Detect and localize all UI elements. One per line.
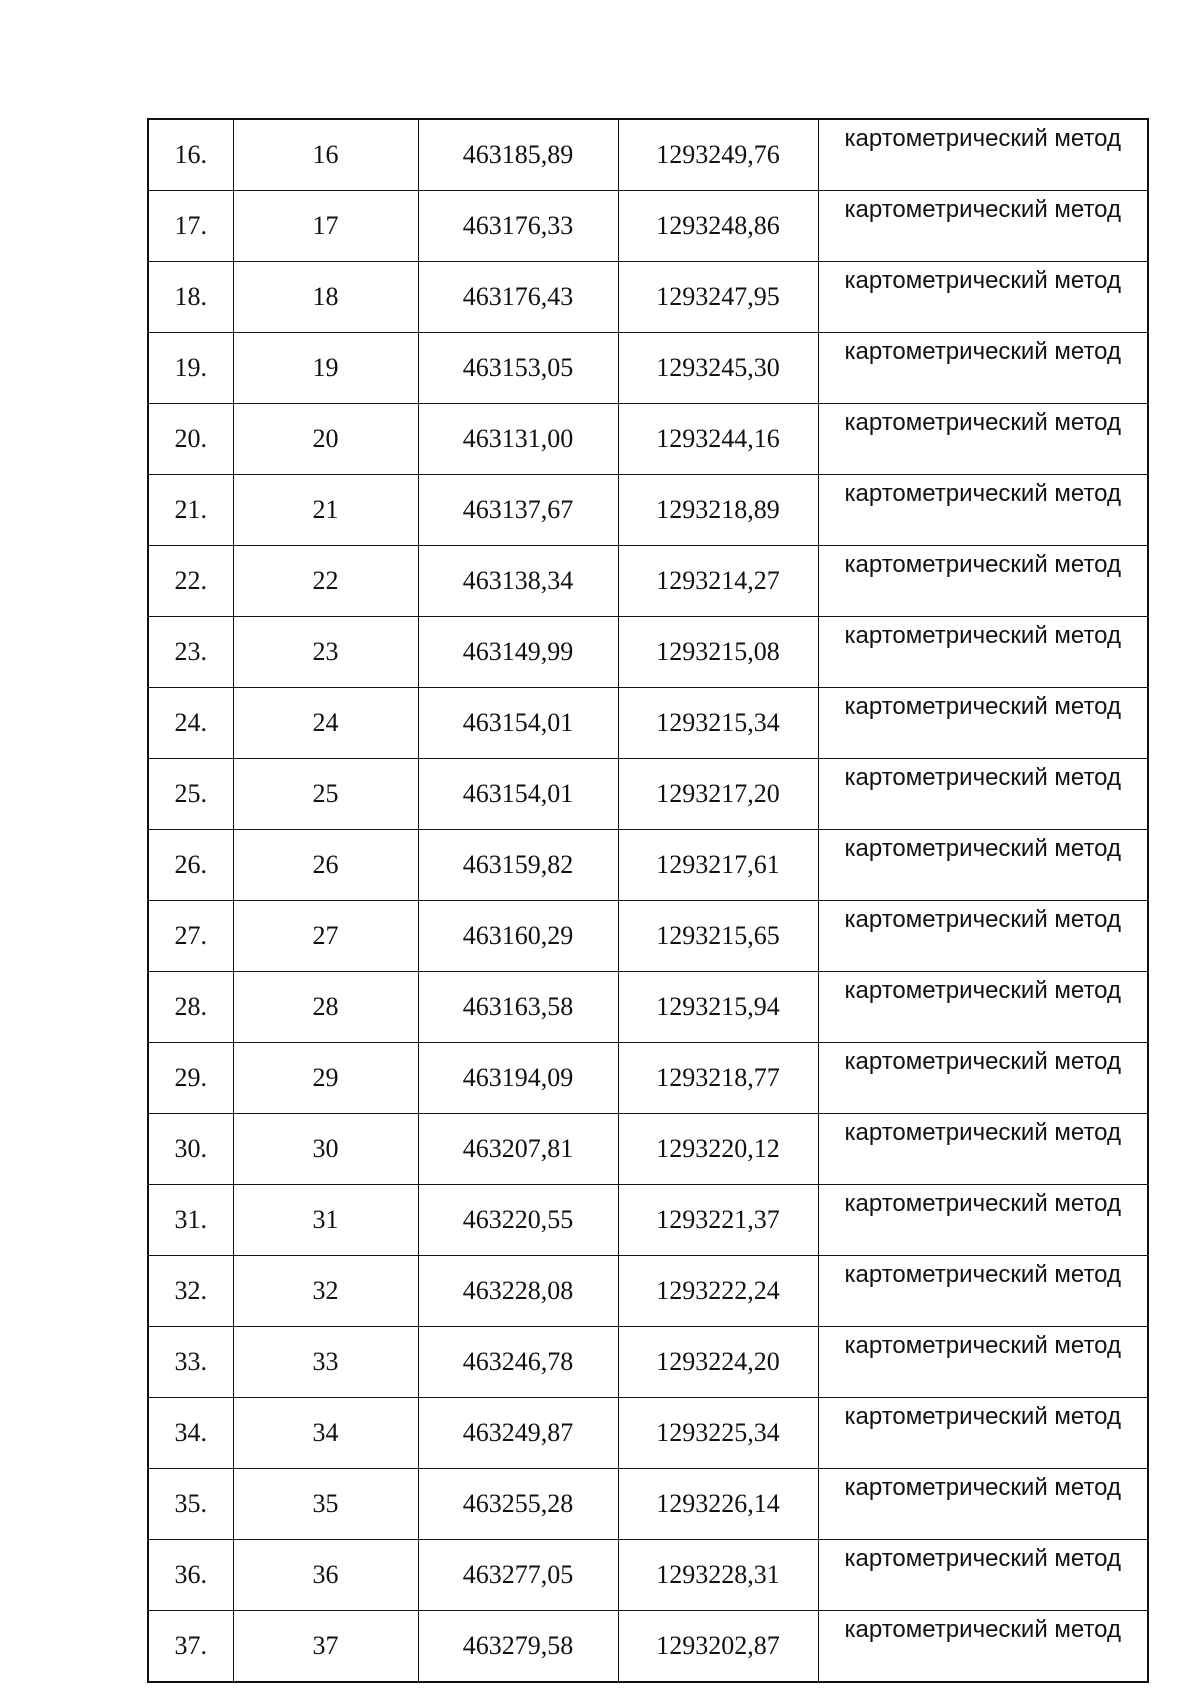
point-id-cell: 32 — [233, 1256, 418, 1327]
table-row — [148, 1256, 1148, 1327]
x-coordinate-cell: 463277,05 — [418, 1540, 618, 1611]
y-coordinate-cell: 1293218,89 — [618, 475, 818, 546]
table-row — [148, 119, 1148, 191]
y-coordinate-cell: 1293224,20 — [618, 1327, 818, 1398]
table-row — [148, 1114, 1148, 1185]
y-coordinate-cell: 1293220,12 — [618, 1114, 818, 1185]
table-row — [148, 191, 1148, 262]
row-number-cell: 31. — [148, 1185, 233, 1256]
y-coordinate-cell: 1293225,34 — [618, 1398, 818, 1469]
y-coordinate-cell: 1293215,94 — [618, 972, 818, 1043]
y-coordinate-cell: 1293244,16 — [618, 404, 818, 475]
table-row — [148, 262, 1148, 333]
x-coordinate-cell: 463246,78 — [418, 1327, 618, 1398]
table-row — [148, 1043, 1148, 1114]
method-cell: картометрический метод — [818, 1611, 1148, 1683]
y-coordinate-cell: 1293226,14 — [618, 1469, 818, 1540]
row-number-cell: 34. — [148, 1398, 233, 1469]
x-coordinate-cell: 463194,09 — [418, 1043, 618, 1114]
y-coordinate-cell: 1293245,30 — [618, 333, 818, 404]
row-number-cell: 37. — [148, 1611, 233, 1683]
point-id-cell: 26 — [233, 830, 418, 901]
method-cell: картометрический метод — [818, 1398, 1148, 1469]
table-row — [148, 1611, 1148, 1683]
x-coordinate-cell: 463185,89 — [418, 119, 618, 191]
x-coordinate-cell: 463176,43 — [418, 262, 618, 333]
x-coordinate-cell: 463279,58 — [418, 1611, 618, 1683]
method-cell: картометрический метод — [818, 404, 1148, 475]
row-number-cell: 25. — [148, 759, 233, 830]
coordinates-table — [147, 118, 1149, 1683]
table-row — [148, 617, 1148, 688]
row-number-cell: 20. — [148, 404, 233, 475]
y-coordinate-cell: 1293247,95 — [618, 262, 818, 333]
x-coordinate-cell: 463154,01 — [418, 688, 618, 759]
table-row — [148, 404, 1148, 475]
y-coordinate-cell: 1293228,31 — [618, 1540, 818, 1611]
x-coordinate-cell: 463163,58 — [418, 972, 618, 1043]
method-cell: картометрический метод — [818, 262, 1148, 333]
y-coordinate-cell: 1293218,77 — [618, 1043, 818, 1114]
row-number-cell: 30. — [148, 1114, 233, 1185]
point-id-cell: 33 — [233, 1327, 418, 1398]
row-number-cell: 22. — [148, 546, 233, 617]
x-coordinate-cell: 463220,55 — [418, 1185, 618, 1256]
table-row — [148, 972, 1148, 1043]
x-coordinate-cell: 463149,99 — [418, 617, 618, 688]
row-number-cell: 26. — [148, 830, 233, 901]
y-coordinate-cell: 1293215,34 — [618, 688, 818, 759]
row-number-cell: 19. — [148, 333, 233, 404]
table-row — [148, 1327, 1148, 1398]
point-id-cell: 19 — [233, 333, 418, 404]
y-coordinate-cell: 1293214,27 — [618, 546, 818, 617]
point-id-cell: 34 — [233, 1398, 418, 1469]
method-cell: картометрический метод — [818, 1043, 1148, 1114]
y-coordinate-cell: 1293217,61 — [618, 830, 818, 901]
y-coordinate-cell: 1293248,86 — [618, 191, 818, 262]
table-row — [148, 1398, 1148, 1469]
method-cell: картометрический метод — [818, 759, 1148, 830]
point-id-cell: 31 — [233, 1185, 418, 1256]
y-coordinate-cell: 1293215,08 — [618, 617, 818, 688]
table-row — [148, 1540, 1148, 1611]
method-cell: картометрический метод — [818, 972, 1148, 1043]
point-id-cell: 24 — [233, 688, 418, 759]
x-coordinate-cell: 463159,82 — [418, 830, 618, 901]
table-row — [148, 688, 1148, 759]
point-id-cell: 37 — [233, 1611, 418, 1683]
point-id-cell: 30 — [233, 1114, 418, 1185]
point-id-cell: 22 — [233, 546, 418, 617]
table-row — [148, 901, 1148, 972]
method-cell: картометрический метод — [818, 617, 1148, 688]
row-number-cell: 29. — [148, 1043, 233, 1114]
row-number-cell: 27. — [148, 901, 233, 972]
point-id-cell: 17 — [233, 191, 418, 262]
y-coordinate-cell: 1293221,37 — [618, 1185, 818, 1256]
x-coordinate-cell: 463176,33 — [418, 191, 618, 262]
method-cell: картометрический метод — [818, 119, 1148, 191]
y-coordinate-cell: 1293249,76 — [618, 119, 818, 191]
point-id-cell: 20 — [233, 404, 418, 475]
method-cell: картометрический метод — [818, 688, 1148, 759]
y-coordinate-cell: 1293202,87 — [618, 1611, 818, 1683]
point-id-cell: 27 — [233, 901, 418, 972]
row-number-cell: 24. — [148, 688, 233, 759]
table-row — [148, 546, 1148, 617]
x-coordinate-cell: 463249,87 — [418, 1398, 618, 1469]
row-number-cell: 28. — [148, 972, 233, 1043]
row-number-cell: 16. — [148, 119, 233, 191]
method-cell: картометрический метод — [818, 1327, 1148, 1398]
y-coordinate-cell: 1293215,65 — [618, 901, 818, 972]
row-number-cell: 18. — [148, 262, 233, 333]
point-id-cell: 36 — [233, 1540, 418, 1611]
point-id-cell: 21 — [233, 475, 418, 546]
point-id-cell: 35 — [233, 1469, 418, 1540]
x-coordinate-cell: 463228,08 — [418, 1256, 618, 1327]
y-coordinate-cell: 1293217,20 — [618, 759, 818, 830]
point-id-cell: 23 — [233, 617, 418, 688]
point-id-cell: 16 — [233, 119, 418, 191]
table-row — [148, 830, 1148, 901]
x-coordinate-cell: 463207,81 — [418, 1114, 618, 1185]
method-cell: картометрический метод — [818, 1185, 1148, 1256]
x-coordinate-cell: 463154,01 — [418, 759, 618, 830]
row-number-cell: 21. — [148, 475, 233, 546]
method-cell: картометрический метод — [818, 830, 1148, 901]
method-cell: картометрический метод — [818, 901, 1148, 972]
point-id-cell: 25 — [233, 759, 418, 830]
row-number-cell: 35. — [148, 1469, 233, 1540]
row-number-cell: 32. — [148, 1256, 233, 1327]
point-id-cell: 18 — [233, 262, 418, 333]
point-id-cell: 28 — [233, 972, 418, 1043]
table-row — [148, 1185, 1148, 1256]
method-cell: картометрический метод — [818, 1540, 1148, 1611]
method-cell: картометрический метод — [818, 191, 1148, 262]
method-cell: картометрический метод — [818, 1256, 1148, 1327]
table-row — [148, 475, 1148, 546]
x-coordinate-cell: 463160,29 — [418, 901, 618, 972]
x-coordinate-cell: 463131,00 — [418, 404, 618, 475]
row-number-cell: 33. — [148, 1327, 233, 1398]
row-number-cell: 23. — [148, 617, 233, 688]
row-number-cell: 17. — [148, 191, 233, 262]
x-coordinate-cell: 463137,67 — [418, 475, 618, 546]
method-cell: картометрический метод — [818, 333, 1148, 404]
coordinates-table-body — [148, 119, 1148, 1682]
point-id-cell: 29 — [233, 1043, 418, 1114]
table-row — [148, 1469, 1148, 1540]
method-cell: картометрический метод — [818, 546, 1148, 617]
x-coordinate-cell: 463138,34 — [418, 546, 618, 617]
y-coordinate-cell: 1293222,24 — [618, 1256, 818, 1327]
x-coordinate-cell: 463153,05 — [418, 333, 618, 404]
method-cell: картометрический метод — [818, 1469, 1148, 1540]
row-number-cell: 36. — [148, 1540, 233, 1611]
table-row — [148, 333, 1148, 404]
table-row — [148, 759, 1148, 830]
x-coordinate-cell: 463255,28 — [418, 1469, 618, 1540]
method-cell: картометрический метод — [818, 475, 1148, 546]
method-cell: картометрический метод — [818, 1114, 1148, 1185]
